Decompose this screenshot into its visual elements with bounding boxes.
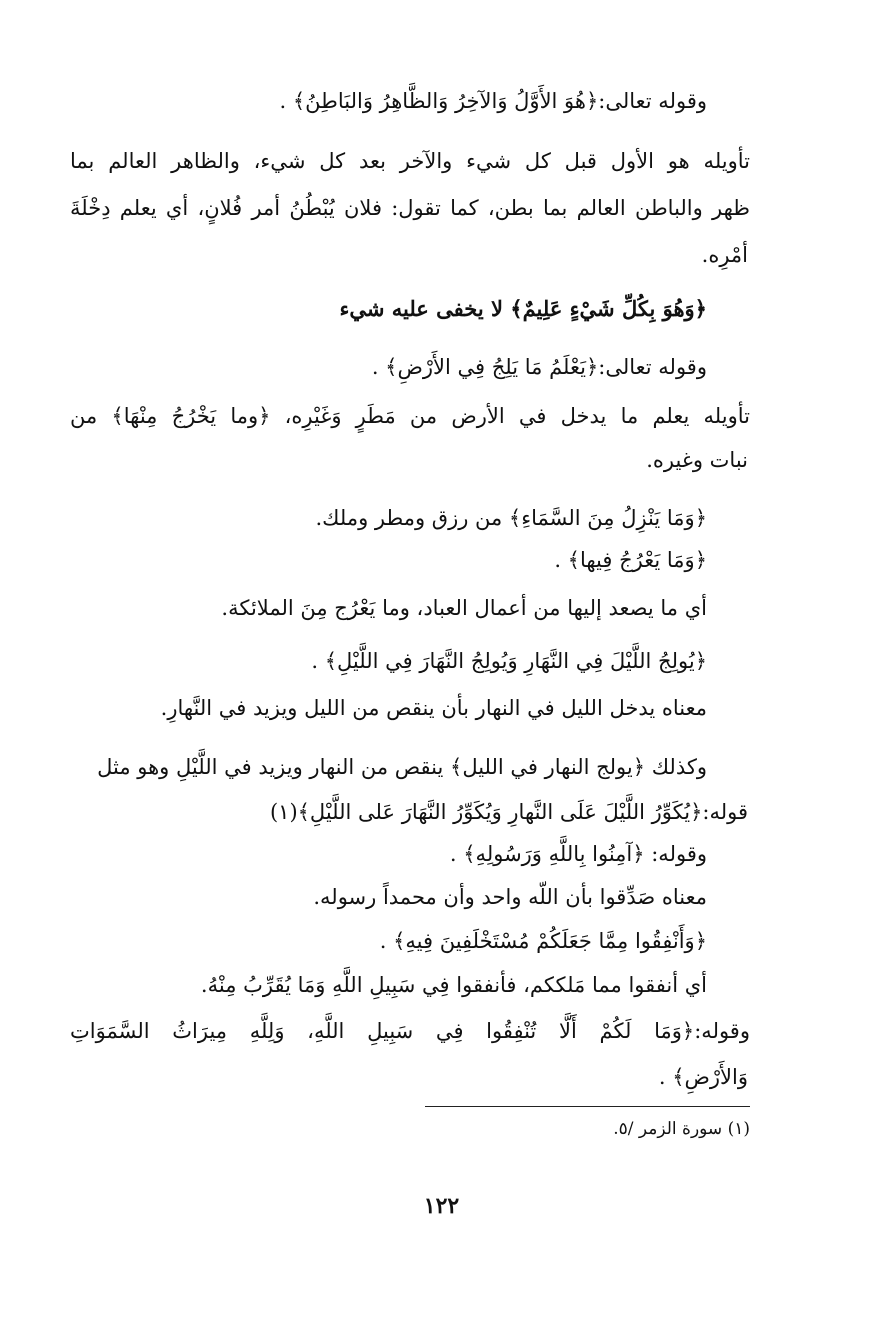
text-line-5: ﴿وَهُوَ بِكُلِّ شَيْءٍ عَلِيمٌ﴾ لا يخفى عليه شيء <box>339 296 707 321</box>
text-line-10: ﴿وَمَا يَعْرُجُ فِيها﴾ . <box>554 548 707 572</box>
text-line-1: وقوله تعالى:﴿هُوَ الأَوَّلُ وَالآخِرُ وَالظَّاهِرُ وَالبَاطِنُ﴾ . <box>279 89 707 113</box>
text-line-4: أمْرِه. <box>701 243 748 267</box>
text-line-12: ﴿يُولِجُ اللَّيْلَ فِي النَّهَارِ وَيُولِجُ النَّهَارَ فِي اللَّيْلِ﴾ . <box>311 649 707 673</box>
text-line-14: وكذلك ﴿يولج النهار في الليل﴾ ينقص من النهار ويزيد في اللَّيْلِ وهو مثل <box>97 755 707 779</box>
text-line-2: تأويله هو الأول قبل كل شيء والآخر بعد كل شيء، والظاهر العالم بما <box>70 149 750 173</box>
text-line-19: أي أنفقوا مما مَلككم، فأنفقوا فِي سَبِيلِ اللَّهِ وَمَا يُقَرِّبُ مِنْهُ. <box>200 973 707 997</box>
text-line-3: ظهر والباطن العالم بما بطن، كما تقول: فلان يُبْطُنُ أمر فُلانٍ، أي يعلم دِخْلَةَ <box>70 196 750 220</box>
text-line-18: ﴿وَأَنْفِقُوا مِمَّا جَعَلَكُمْ مُسْتَخْلَفِينَ فِيهِ﴾ . <box>379 929 707 953</box>
text-line-15: قوله:﴿يُكَوِّرُ اللَّيْلَ عَلَى النَّهارِ وَيُكَوِّرُ النَّهَارَ عَلى اللَّيْلِ﴾(١) <box>269 800 748 824</box>
text-line-6: وقوله تعالى:﴿يَعْلَمُ مَا يَلِجُ فِي الأَرْضِ﴾ . <box>371 355 707 379</box>
text-line-9: ﴿وَمَا يَنْزِلُ مِنَ السَّمَاءِ﴾ من رزق ومطر وملك. <box>315 506 707 530</box>
text-line-8: نبات وغيره. <box>646 448 748 472</box>
text-line-21: وَالأَرْضِ﴾ . <box>658 1065 748 1089</box>
text-line-16: وقوله: ﴿آمِنُوا بِاللَّهِ وَرَسُولِهِ﴾ . <box>449 842 707 866</box>
footnote: (١) سورة الزمر /٥. <box>613 1119 750 1139</box>
text-line-20: وقوله:﴿وَمَا لَكُمْ أَلَّا تُنْفِقُوا فِي سَبِيلِ اللَّهِ، وَلِلَّهِ مِيرَاثُ السَّمَوَاتِ <box>70 1019 750 1043</box>
footnote-divider <box>425 1106 750 1107</box>
text-line-13: معناه يدخل الليل في النهار بأن ينقص من الليل ويزيد في النَّهارِ. <box>160 696 707 720</box>
text-line-11: أي ما يصعد إليها من أعمال العباد، وما يَعْرُج مِنَ الملائكة. <box>221 596 707 620</box>
page-number: ١٢٢ <box>423 1193 460 1219</box>
text-line-17: معناه صَدِّقوا بأن اللّه واحد وأن محمداً رسوله. <box>313 885 707 909</box>
text-line-7: تأويله يعلم ما يدخل في الأرض من مَطَرٍ وَغَيْرِه، ﴿وما يَخْرُجُ مِنْهَا﴾ من <box>70 404 750 428</box>
